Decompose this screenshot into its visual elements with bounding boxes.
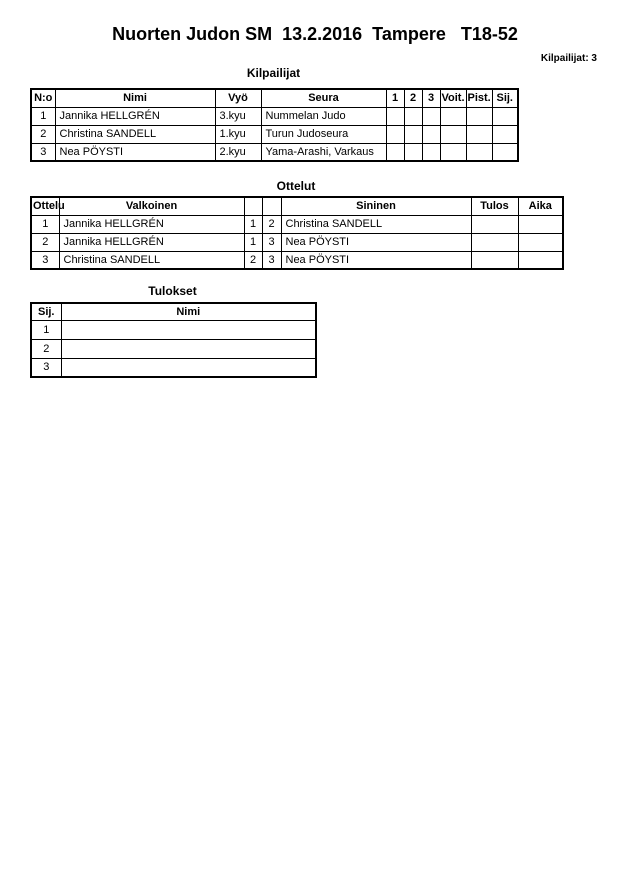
kilpailijat-header-row (31, 89, 518, 107)
vnum-cell: 1 (244, 233, 262, 251)
header-ottelu: Ottelu (31, 197, 59, 215)
no-cell: 1 (31, 107, 55, 125)
tulos-cell (471, 251, 518, 269)
tulokset-section-title: Tulokset (148, 284, 197, 298)
header-vnum (244, 197, 262, 215)
ottelu-cell: 3 (31, 251, 59, 269)
nimi-cell (61, 320, 316, 339)
sij-cell (492, 143, 518, 161)
vnum-cell: 2 (244, 251, 262, 269)
sij-cell (492, 107, 518, 125)
sininen-cell: Nea PÖYSTI (281, 233, 471, 251)
pist-cell (466, 143, 492, 161)
vnum-cell: 1 (244, 215, 262, 233)
kilpailijat-row (31, 107, 518, 125)
aika-cell (518, 251, 563, 269)
vyo-cell: 3.kyu (215, 107, 261, 125)
match2-cell (404, 143, 422, 161)
tulokset-row (31, 339, 316, 358)
nimi-cell (61, 358, 316, 377)
header-seura: Seura (261, 89, 386, 107)
no-cell: 3 (31, 143, 55, 161)
pist-cell (466, 107, 492, 125)
nimi-cell: Christina SANDELL (55, 125, 215, 143)
header-pist: Pist. (466, 89, 492, 107)
vyo-cell: 2.kyu (215, 143, 261, 161)
nimi-cell: Jannika HELLGRÉN (55, 107, 215, 125)
valkoinen-cell: Jannika HELLGRÉN (59, 233, 244, 251)
tulokset-row (31, 320, 316, 339)
ottelut-row (31, 233, 563, 251)
kilpailijat-table (30, 88, 519, 162)
header-aika: Aika (518, 197, 563, 215)
tulokset-row (31, 358, 316, 377)
ottelu-cell: 1 (31, 215, 59, 233)
competitors-count-label: Kilpailijat: 3 (540, 53, 597, 64)
tulos-cell (471, 215, 518, 233)
match2-cell (404, 107, 422, 125)
header-vyo: Vyö (215, 89, 261, 107)
kilpailijat-section-title: Kilpailijat (246, 66, 301, 80)
sininen-cell: Nea PÖYSTI (281, 251, 471, 269)
header-tulos: Tulos (471, 197, 518, 215)
aika-cell (518, 215, 563, 233)
ottelut-table (30, 196, 564, 270)
ottelut-row (31, 251, 563, 269)
header-valkoinen: Valkoinen (59, 197, 244, 215)
ottelut-row (31, 215, 563, 233)
header-sij: Sij. (31, 303, 61, 320)
tulokset-header-row (31, 303, 316, 320)
valkoinen-cell: Christina SANDELL (59, 251, 244, 269)
match1-cell (386, 107, 404, 125)
header-nimi: Nimi (61, 303, 316, 320)
header-voit: Voit. (440, 89, 466, 107)
ottelut-header-row (31, 197, 563, 215)
nimi-cell: Nea PÖYSTI (55, 143, 215, 161)
sij-cell: 1 (31, 320, 61, 339)
voit-cell (440, 107, 466, 125)
ottelu-cell: 2 (31, 233, 59, 251)
voit-cell (440, 143, 466, 161)
voit-cell (440, 125, 466, 143)
seura-cell: Turun Judoseura (261, 125, 386, 143)
vyo-cell: 1.kyu (215, 125, 261, 143)
header-sininen: Sininen (281, 197, 471, 215)
tulos-cell (471, 233, 518, 251)
sij-cell: 2 (31, 339, 61, 358)
ottelut-section-title: Ottelut (276, 179, 316, 193)
tulokset-table (30, 302, 317, 378)
kilpailijat-row (31, 125, 518, 143)
header-nimi: Nimi (55, 89, 215, 107)
match1-cell (386, 125, 404, 143)
header-no: N:o (31, 89, 55, 107)
header-3: 3 (422, 89, 440, 107)
header-1: 1 (386, 89, 404, 107)
header-sij: Sij. (492, 89, 518, 107)
snum-cell: 3 (262, 251, 281, 269)
aika-cell (518, 233, 563, 251)
no-cell: 2 (31, 125, 55, 143)
pist-cell (466, 125, 492, 143)
seura-cell: Yama-Arashi, Varkaus (261, 143, 386, 161)
seura-cell: Nummelan Judo (261, 107, 386, 125)
match1-cell (386, 143, 404, 161)
sij-cell (492, 125, 518, 143)
match2-cell (404, 125, 422, 143)
snum-cell: 2 (262, 215, 281, 233)
header-snum (262, 197, 281, 215)
document-title: Nuorten Judon SM 13.2.2016 Tampere T18-52 (112, 24, 518, 44)
valkoinen-cell: Jannika HELLGRÉN (59, 215, 244, 233)
match3-cell (422, 143, 440, 161)
kilpailijat-row (31, 143, 518, 161)
snum-cell: 3 (262, 233, 281, 251)
match3-cell (422, 125, 440, 143)
sij-cell: 3 (31, 358, 61, 377)
match3-cell (422, 107, 440, 125)
sininen-cell: Christina SANDELL (281, 215, 471, 233)
header-2: 2 (404, 89, 422, 107)
nimi-cell (61, 339, 316, 358)
